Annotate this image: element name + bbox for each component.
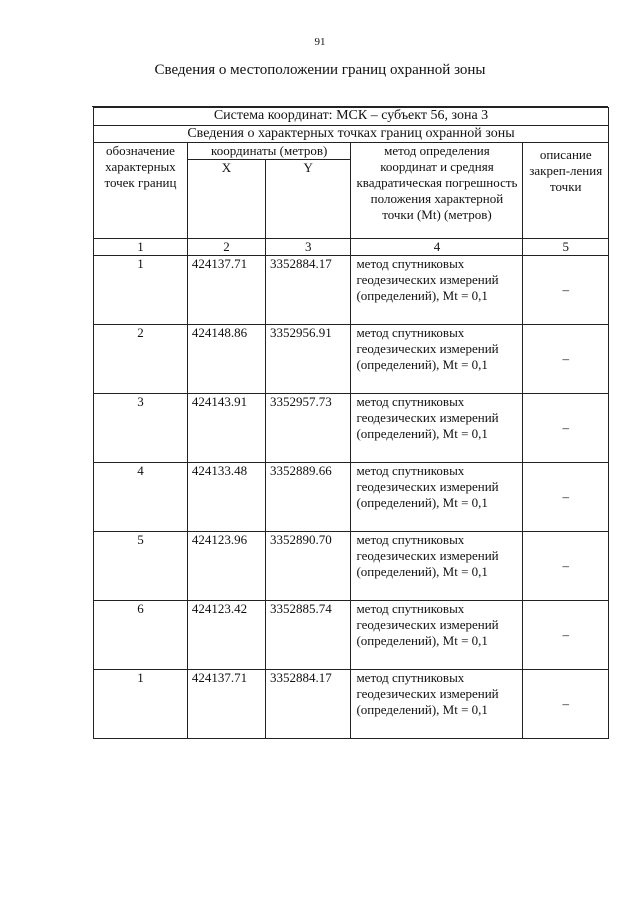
coordinate-system-row	[94, 108, 609, 126]
column-number-row	[94, 239, 609, 256]
col-header-y: Y	[265, 160, 350, 239]
x-coordinate-cell: 424123.42	[187, 601, 265, 670]
description-cell: –	[523, 601, 609, 670]
point-cell: 3	[94, 394, 188, 463]
x-coordinate-cell: 424123.96	[187, 532, 265, 601]
y-coordinate-cell: 3352957.73	[265, 394, 350, 463]
y-coordinate-cell: 3352885.74	[265, 601, 350, 670]
table-row	[94, 670, 609, 739]
y-coordinate-cell: 3352884.17	[265, 670, 350, 739]
table-row	[94, 532, 609, 601]
point-cell: 4	[94, 463, 188, 532]
x-coordinate-cell: 424143.91	[187, 394, 265, 463]
table-row	[94, 601, 609, 670]
table-row	[94, 325, 609, 394]
point-cell: 6	[94, 601, 188, 670]
section-header-row	[94, 126, 609, 143]
x-coordinate-cell: 424137.71	[187, 256, 265, 325]
col-number: 2	[187, 239, 265, 256]
point-cell: 1	[94, 256, 188, 325]
description-cell: –	[523, 256, 609, 325]
document-title: Сведения о местоположении границ охранной зоны	[154, 62, 486, 78]
description-cell: –	[523, 532, 609, 601]
method-cell: метод спутниковых геодезических измерений (определений), Mt = 0,1	[351, 394, 523, 463]
col-header-method: метод определения координат и средняя квадратическая погрешность положения характерной точки (Mt) (метров)	[351, 143, 523, 239]
table-row	[94, 394, 609, 463]
column-header-row	[94, 143, 609, 160]
col-number: 4	[351, 239, 523, 256]
col-header-coords: координаты (метров)	[187, 143, 351, 160]
point-cell: 5	[94, 532, 188, 601]
method-cell: метод спутниковых геодезических измерений (определений), Mt = 0,1	[351, 463, 523, 532]
x-coordinate-cell: 424137.71	[187, 670, 265, 739]
method-cell: метод спутниковых геодезических измерений (определений), Mt = 0,1	[351, 532, 523, 601]
col-number: 1	[94, 239, 188, 256]
method-cell: метод спутниковых геодезических измерений (определений), Mt = 0,1	[351, 325, 523, 394]
col-header-description: описание закреп-ления точки	[523, 143, 609, 239]
x-coordinate-cell: 424148.86	[187, 325, 265, 394]
method-cell: метод спутниковых геодезических измерений (определений), Mt = 0,1	[351, 601, 523, 670]
method-cell: метод спутниковых геодезических измерений (определений), Mt = 0,1	[351, 256, 523, 325]
table-row	[94, 463, 609, 532]
method-cell: метод спутниковых геодезических измерений (определений), Mt = 0,1	[351, 670, 523, 739]
col-header-point: обозначение характерных точек границ	[94, 143, 188, 239]
col-header-x: X	[187, 160, 265, 239]
col-number: 3	[265, 239, 350, 256]
description-cell: –	[523, 394, 609, 463]
coordinate-system-header: Система координат: МСК – субъект 56, зона 3	[94, 108, 609, 126]
y-coordinate-cell: 3352884.17	[265, 256, 350, 325]
y-coordinate-cell: 3352889.66	[265, 463, 350, 532]
description-cell: –	[523, 463, 609, 532]
section-header: Сведения о характерных точках границ охранной зоны	[94, 126, 609, 143]
x-coordinate-cell: 424133.48	[187, 463, 265, 532]
description-cell: –	[523, 325, 609, 394]
description-cell: –	[523, 670, 609, 739]
col-number: 5	[523, 239, 609, 256]
y-coordinate-cell: 3352956.91	[265, 325, 350, 394]
point-cell: 2	[94, 325, 188, 394]
y-coordinate-cell: 3352890.70	[265, 532, 350, 601]
table-row	[94, 256, 609, 325]
page-number: 91	[314, 36, 326, 48]
point-cell: 1	[94, 670, 188, 739]
boundary-points-table	[93, 107, 609, 739]
